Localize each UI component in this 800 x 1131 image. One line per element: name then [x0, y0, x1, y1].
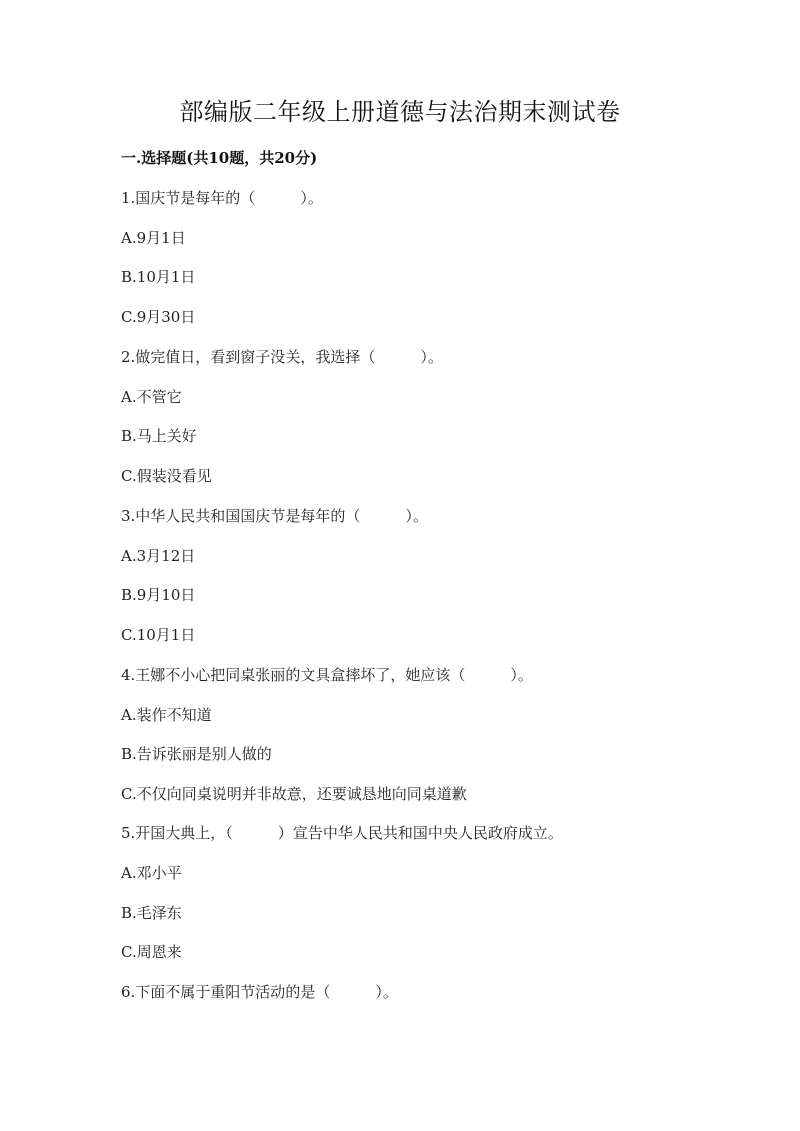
- question-1-option-c: C.9月30日: [121, 308, 196, 326]
- question-6-stem: 6.下面不属于重阳节活动的是（ ）。: [121, 983, 398, 1001]
- question-3-stem: 3.中华人民共和国国庆节是每年的（ ）。: [121, 507, 428, 525]
- question-2-stem: 2.做完值日，看到窗子没关，我选择（ ）。: [121, 348, 443, 366]
- question-3-option-b: B.9月10日: [121, 586, 196, 604]
- question-2-option-c: C.假装没看见: [121, 467, 212, 485]
- question-3-option-c: C.10月1日: [121, 626, 196, 644]
- question-1-option-a: A.9月1日: [121, 229, 186, 247]
- question-2-option-b: B.马上关好: [121, 427, 197, 445]
- question-2-option-a: A.不管它: [121, 388, 182, 406]
- question-5-stem: 5.开国大典上，（ ）宣告中华人民共和国中央人民政府成立。: [121, 824, 563, 842]
- question-4-option-b: B.告诉张丽是别人做的: [121, 745, 272, 763]
- question-5-option-c: C.周恩来: [121, 943, 182, 961]
- question-3-option-a: A.3月12日: [121, 547, 196, 565]
- question-1-stem: 1.国庆节是每年的（ ）。: [121, 189, 323, 207]
- page-title: 部编版二年级上册道德与法治期末测试卷: [179, 98, 621, 126]
- question-1-option-b: B.10月1日: [121, 268, 196, 286]
- question-5-option-a: A.邓小平: [121, 864, 182, 882]
- question-4-option-c: C.不仅向同桌说明并非故意，还要诚恳地向同桌道歉: [121, 785, 467, 803]
- section-heading: 一.选择题(共10题，共20分): [121, 149, 318, 167]
- question-5-option-b: B.毛泽东: [121, 904, 182, 922]
- question-4-option-a: A.装作不知道: [121, 706, 212, 724]
- question-4-stem: 4.王娜不小心把同桌张丽的文具盒摔坏了，她应该（ ）。: [121, 666, 533, 684]
